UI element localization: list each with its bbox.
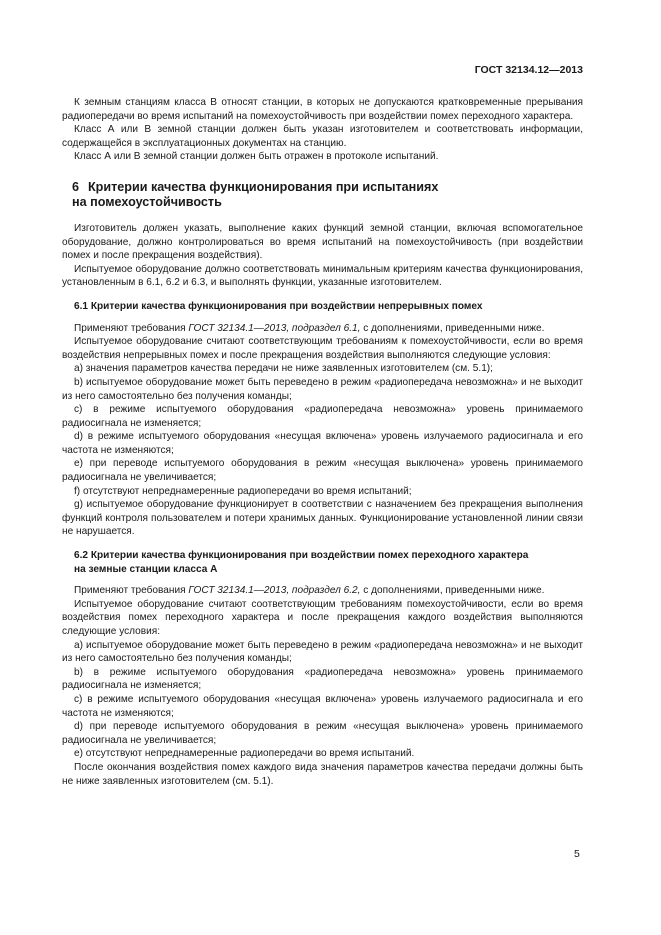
subsection-6-2-heading — [74, 549, 583, 576]
intro-paragraph: К земным станциям класса В относят станции, в которых не допускаются кратковременные прерывания радиопередачи во время испытаний на помехоустойчивость при воздействии помех переходного характера. — [62, 97, 583, 122]
document-code-header: ГОСТ 32134.12—2013 — [474, 64, 583, 76]
list-item: a) значения параметров качества передачи не ниже заявленных изготовителем (см. 5.1); — [74, 363, 493, 375]
requirement-text: с дополнениями, приведенными ниже. — [360, 322, 545, 334]
list-item: f) отсутствуют непреднамеренные радиопередачи во время испытаний; — [74, 485, 412, 497]
intro-paragraph: Класс А или В земной станции должен быть указан изготовителем и соответствовать информации, содержащейся в эксплуатационных документах на станцию. — [62, 124, 583, 149]
subsection-6-2-title-line2: на земные станции класса А — [74, 563, 218, 575]
intro-paragraph: Класс А или В земной станции должен быть отражен в протоколе испытаний. — [74, 151, 439, 163]
standard-reference: ГОСТ 32134.1—2013, подраздел 6.1, — [188, 322, 361, 334]
section-6-heading — [72, 180, 583, 211]
requirement-text: Применяют требования — [74, 322, 189, 334]
subsection-6-2-requirement — [62, 584, 583, 598]
list-item: d) в режиме испытуемого оборудования «несущая включена» уровень излучаемого радиосигнала и его частота не изменяются; — [62, 431, 583, 456]
subsection-6-1-heading: 6.1 Критерии качества функционирования при воздействии непрерывных помех — [74, 300, 483, 312]
subsection-6-2-lead: Испытуемое оборудование считают соответствующим требованиям помехоустойчивости, если во время воздействия помех переходного характера и после прекращения каждого воздействия выполняются следующие условия: — [62, 598, 583, 637]
list-item: c) в режиме испытуемого оборудования «несущая включена» уровень излучаемого радиосигнала и его частота не изменяются; — [62, 693, 583, 719]
list-item: a) испытуемое оборудование может быть переведено в режим «радиопередача невозможна» и не выходит из него самостоятельно без получения команды; — [62, 639, 583, 665]
list-item: c) в режиме испытуемого оборудования «радиопередача невозможна» уровень принимаемого радиосигнала не изменяется; — [62, 404, 583, 429]
section-6-number: 6 — [72, 179, 80, 194]
closing-paragraph: После окончания воздействия помех каждого вида значения параметров качества передачи должны быть не ниже заявленных изготовителем (см. 5.1). — [62, 761, 583, 787]
section-6-paragraph: Изготовитель должен указать, выполнение каких функций земной станции, включая вспомогательное оборудование, должно контролироваться во время испытаний на помехоустойчивость (при воздействии помех и после прекращения воздействия). — [62, 222, 583, 262]
list-item: e) отсутствуют непреднамеренные радиопередачи во время испытаний. — [74, 748, 415, 760]
standard-reference: ГОСТ 32134.1—2013, подраздел 6.2, — [188, 585, 361, 597]
section-6-title-line2: на помехоустойчивость — [72, 195, 222, 210]
list-item: e) при переводе испытуемого оборудования в режим «несущая выключена» уровень принимаемого радиосигнала не увеличивается; — [62, 458, 583, 484]
list-item: d) при переводе испытуемого оборудования в режим «несущая выключена» уровень принимаемого радиосигнала не увеличивается; — [62, 721, 583, 746]
requirement-text: Применяют требования — [74, 585, 189, 597]
page-content — [62, 96, 583, 788]
section-6-title-line1: Критерии качества функционирования при испытаниях — [88, 179, 439, 194]
page-number: 5 — [574, 848, 580, 860]
list-item: b) в режиме испытуемого оборудования «радиопередача невозможна» уровень принимаемого радиосигнала не изменяется; — [62, 666, 583, 692]
list-item: g) испытуемое оборудование функционирует в соответствии с назначением без прекращения выполнения функций контроля пользователем и потери хранимых данных. Функционирование установленной линии связи не нарушается. — [62, 499, 583, 538]
subsection-6-1-requirement — [62, 322, 583, 336]
subsection-6-2-title-line1: 6.2 Критерии качества функционирования при воздействии помех переходного характера — [74, 550, 529, 562]
requirement-text: с дополнениями, приведенными ниже. — [360, 585, 545, 597]
section-6-paragraph: Испытуемое оборудование должно соответствовать минимальным критериям качества функционирования, установленным в 6.1, 6.2 и 6.3, и выполнять функции, указанные изготовителем. — [62, 263, 583, 289]
list-item: b) испытуемое оборудование может быть переведено в режим «радиопередача невозможна» и не выходит из него самостоятельно без получения команды; — [62, 376, 583, 402]
subsection-6-1-lead: Испытуемое оборудование считают соответствующим требованиям к помехоустойчивости, если во время воздействия непрерывных помех и после прекращения воздействия выполняются следующие условия: — [62, 336, 583, 361]
